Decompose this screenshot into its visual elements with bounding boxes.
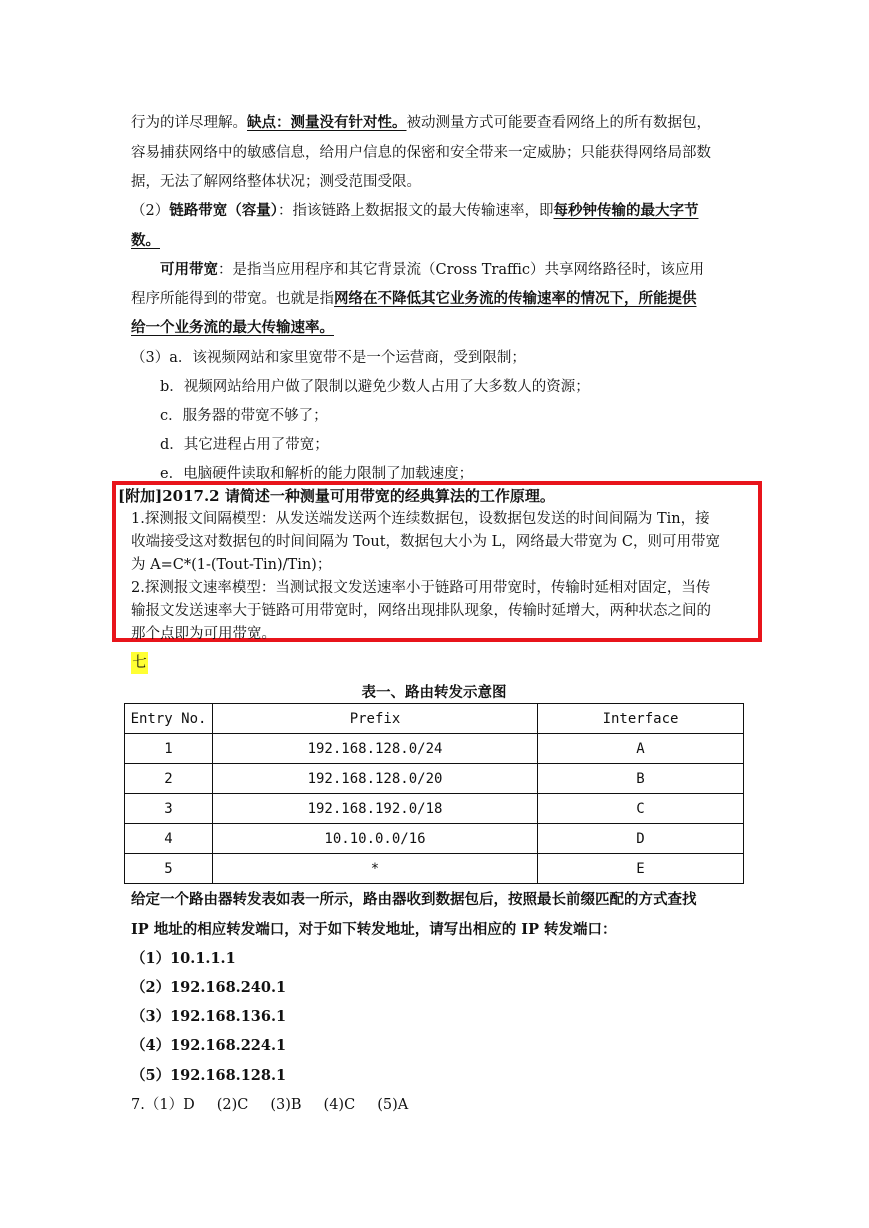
answer-line: 7.（1）D (2)C (3)B (4)C (5)A xyxy=(131,1097,409,1113)
question-line2: IP 地址的相应转发端口，对于如下转发地址，请写出相应的 IP 转发端口： xyxy=(131,921,617,938)
section-marker: 七 xyxy=(131,652,148,674)
model1-line3: 为 A=C*(1-(Tout-Tin)/Tin)； xyxy=(131,557,332,573)
table-row xyxy=(125,734,744,764)
para2-line2: 数。 xyxy=(131,232,160,249)
para3-line2: 程序所能得到的带宽。也就是指网络在不降低其它业务流的传输速率的情况下，所能提供 xyxy=(131,290,697,307)
para1-line1: 行为的详尽理解。缺点：测量没有针对性。被动测量方式可能要查看网络上的所有数据包， xyxy=(131,114,711,131)
reason-d: d．其它进程占用了带宽； xyxy=(160,437,329,453)
link-bandwidth-term: 链路带宽（容量） xyxy=(169,202,278,219)
cell-interface: A xyxy=(538,734,744,764)
table-row xyxy=(125,854,744,884)
cell-prefix: * xyxy=(213,854,538,884)
question-item: （4）192.168.224.1 xyxy=(131,1037,287,1054)
table-header-row xyxy=(125,704,744,734)
para2-line1: （2）链路带宽（容量）：指该链路上数据报文的最大传输速率，即每秒钟传输的最大字节 xyxy=(131,202,699,219)
para3-line3: 给一个业务流的最大传输速率。 xyxy=(131,319,334,336)
table-row xyxy=(125,794,744,824)
cell-interface: D xyxy=(538,824,744,854)
model1-line2: 收端接受这对数据包的时间间隔为 Tout，数据包大小为 L，网络最大带宽为 C，则可用带宽 xyxy=(131,534,720,550)
drawback-label: 缺点：测量没有针对性。 xyxy=(247,114,407,131)
question-item: （5）192.168.128.1 xyxy=(131,1067,287,1084)
question-line1: 给定一个路由器转发表如表一所示，路由器收到数据包后，按照最长前缀匹配的方式查找 xyxy=(131,891,697,908)
model2-line3: 那个点即为可用带宽。 xyxy=(131,626,276,642)
model2-line1: 2.探测报文速率模型：当测试报文发送速率小于链路可用带宽时，传输时延相对固定，当传 xyxy=(131,580,711,596)
cell-prefix: 192.168.128.0/20 xyxy=(213,764,538,794)
para1-line3: 据，无法了解网络整体状况；测受范围受限。 xyxy=(131,174,421,190)
question-item: （1）10.1.1.1 xyxy=(131,950,236,967)
model1-line1: 1.探测报文间隔模型：从发送端发送两个连续数据包，设数据包发送的时间间隔为 Tin，接 xyxy=(131,511,710,527)
reason-e: e．电脑硬件读取和解析的能力限制了加载速度； xyxy=(160,466,474,482)
table-caption: 表一、路由转发示意图 xyxy=(361,684,507,701)
cell-entry: 5 xyxy=(125,854,213,884)
routing-table xyxy=(124,703,744,884)
cell-entry: 3 xyxy=(125,794,213,824)
para3-line1: 可用带宽：是指当应用程序和其它背景流（Cross Traffic）共享网络路径时，该应用 xyxy=(160,261,705,278)
model2-line2: 输报文发送速率大于链路可用带宽时，网络出现排队现象，传输时延增大，两种状态之间的 xyxy=(131,603,711,619)
question-item: （3）192.168.136.1 xyxy=(131,1008,287,1025)
header-entry-no: Entry No. xyxy=(125,704,213,734)
cell-entry: 4 xyxy=(125,824,213,854)
cell-prefix: 192.168.128.0/24 xyxy=(213,734,538,764)
reason-b: b．视频网站给用户做了限制以避免少数人占用了大多数人的资源； xyxy=(160,379,590,395)
header-interface: Interface xyxy=(538,704,744,734)
para1-line2: 容易捕获网络中的敏感信息，给用户信息的保密和安全带来一定威胁；只能获得网络局部数 xyxy=(131,145,711,161)
cell-entry: 2 xyxy=(125,764,213,794)
question-item: （2）192.168.240.1 xyxy=(131,979,287,996)
table-row xyxy=(125,764,744,794)
cell-entry: 1 xyxy=(125,734,213,764)
cell-interface: B xyxy=(538,764,744,794)
cell-interface: C xyxy=(538,794,744,824)
extra-question-title: [附加]2017.2 请简述一种测量可用带宽的经典算法的工作原理。 xyxy=(118,487,555,505)
available-bandwidth-term: 可用带宽 xyxy=(160,261,218,278)
cell-prefix: 10.10.0.0/16 xyxy=(213,824,538,854)
cell-prefix: 192.168.192.0/18 xyxy=(213,794,538,824)
table-row xyxy=(125,824,744,854)
cell-interface: E xyxy=(538,854,744,884)
reason-c: c．服务器的带宽不够了； xyxy=(160,408,328,424)
header-prefix: Prefix xyxy=(213,704,538,734)
reason-a: （3）a．该视频网站和家里宽带不是一个运营商，受到限制； xyxy=(131,350,526,366)
